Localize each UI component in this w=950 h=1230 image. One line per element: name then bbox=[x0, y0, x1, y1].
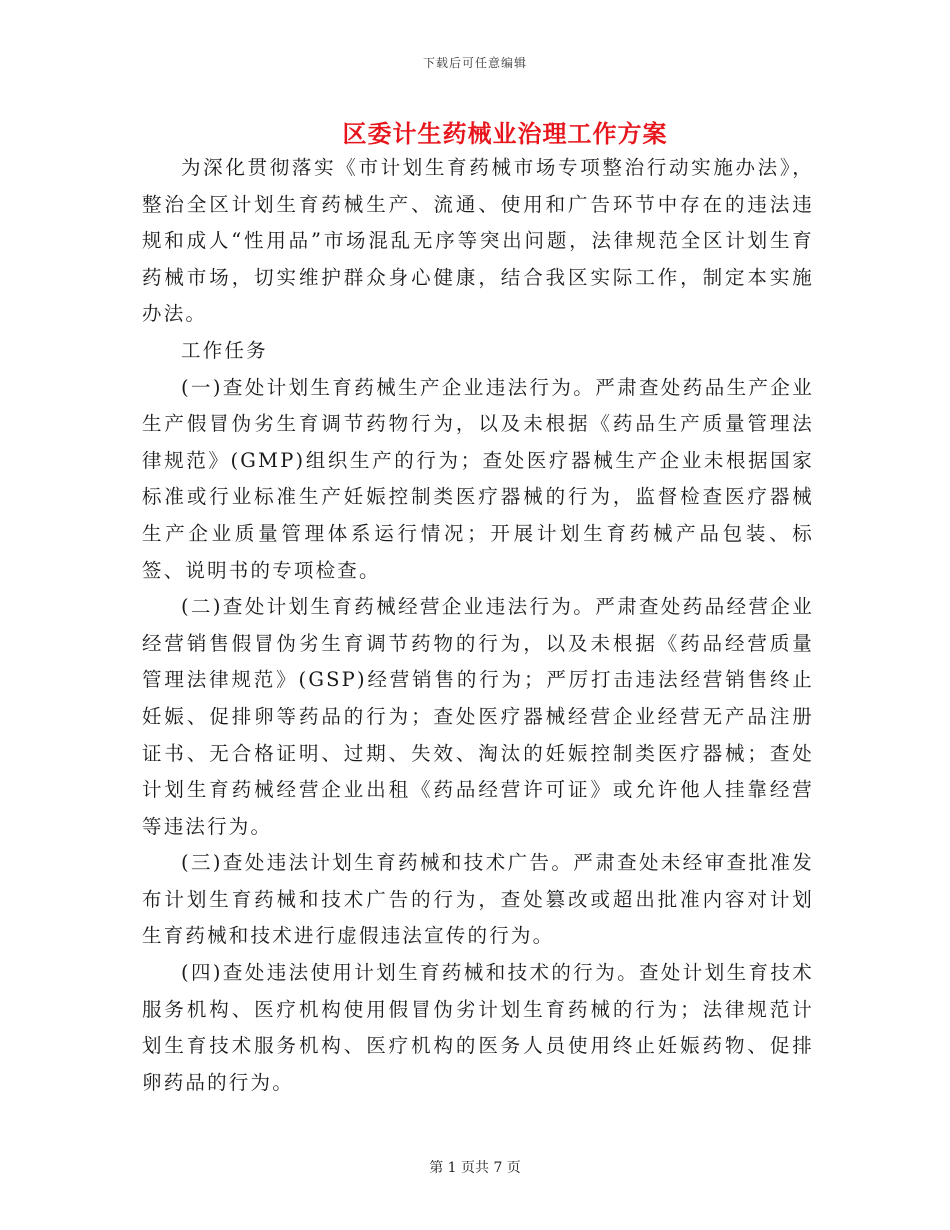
paragraph-task-2: (二)查处计划生育药械经营企业违法行为。严肃查处药品经营企业经营销售假冒伪劣生育调节药物的行为，以及未根据《药品经营质量管理法律规范》(GSP)经营销售的行为；严厉打击违法经营销售终止妊娠、促排卵等药品的行为；查处医疗器械经营企业经营无产品注册证书、无合格证明、过期、失效、淘汰的妊娠控制类医疗器械；查处计划生育药械经营企业出租《药品经营许可证》或允许他人挂靠经营等违法行为。 bbox=[142, 595, 814, 838]
paragraph-intro: 为深化贯彻落实《市计划生育药械市场专项整治行动实施办法》，整治全区计划生育药械生产、流通、使用和广告环节中存在的违法违规和成人“性用品”市场混乱无序等突出问题，法律规范全区计划生育药械市场，切实维护群众身心健康，结合我区实际工作，制定本实施办法。 bbox=[142, 156, 814, 326]
page-number-footer: 第 1 页共 7 页 bbox=[429, 1160, 521, 1176]
document-title: 区委计生药械业治理工作方案 bbox=[342, 119, 668, 148]
section-heading-tasks: 工作任务 bbox=[181, 338, 268, 362]
paragraph-task-1: (一)查处计划生育药械生产企业违法行为。严肃查处药品生产企业生产假冒伪劣生育调节药物行为，以及未根据《药品生产质量管理法律规范》(GMP)组织生产的行为；查处医疗器械生产企业未根据国家标准或行业标准生产妊娠控制类医疗器械的行为，监督检查医疗器械生产企业质量管理体系运行情况；开展计划生育药械产品包装、标签、说明书的专项检查。 bbox=[142, 375, 814, 582]
paragraph-task-4: (四)查处违法使用计划生育药械和技术的行为。查处计划生育技术服务机构、医疗机构使用假冒伪劣计划生育药械的行为；法律规范计划生育技术服务机构、医疗机构的医务人员使用终止妊娠药物、促排卵药品的行为。 bbox=[142, 961, 814, 1094]
document-body bbox=[142, 150, 814, 1101]
paragraph-task-3: (三)查处违法计划生育药械和技术广告。严肃查处未经审查批准发布计划生育药械和技术广告的行为，查处篡改或超出批准内容对计划生育药械和技术进行虚假违法宣传的行为。 bbox=[142, 851, 814, 948]
header-note: 下载后可任意编辑 bbox=[422, 56, 527, 70]
